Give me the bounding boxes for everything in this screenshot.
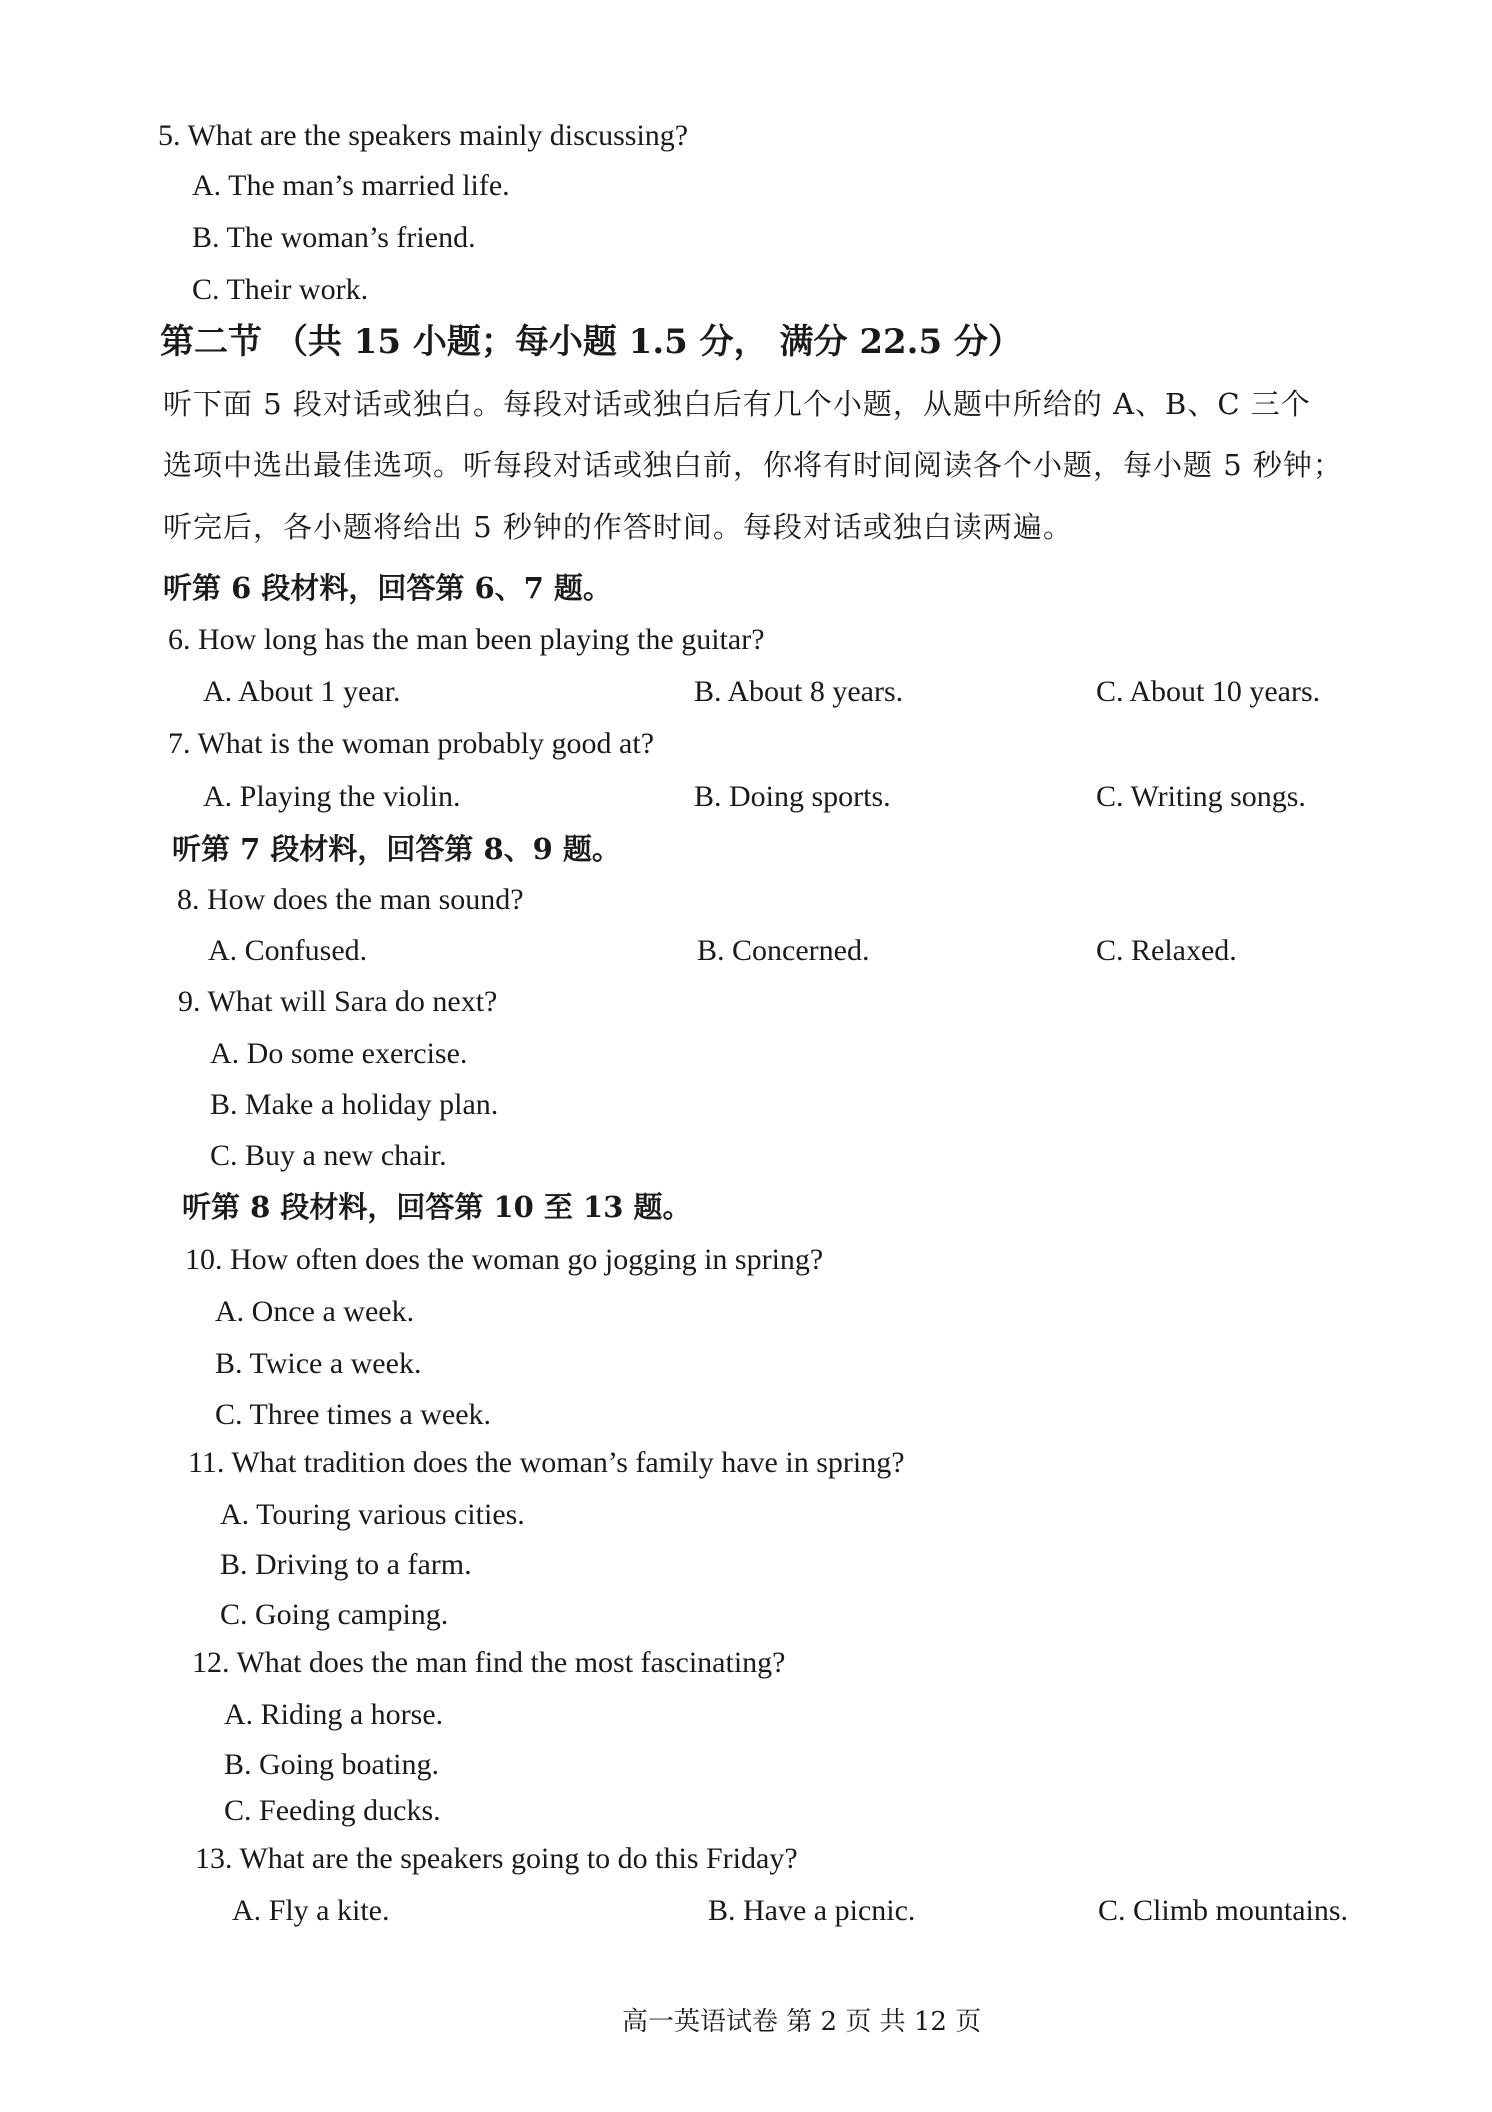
q6-option-a: A. About 1 year. (203, 675, 401, 708)
q9-option-b: B. Make a holiday plan. (210, 1088, 499, 1121)
q6-option-b: B. About 8 years. (694, 675, 904, 708)
question-11: 11. What tradition does the woman’s family have in spring? (188, 1446, 905, 1479)
q8-option-b: B. Concerned. (697, 934, 870, 967)
q10-option-b: B. Twice a week. (215, 1347, 422, 1380)
question-12: 12. What does the man find the most fascinating? (192, 1646, 786, 1679)
q7-option-c: C. Writing songs. (1096, 780, 1306, 813)
material-8-heading: 听第 8 段材料，回答第 10 至 13 题。 (182, 1190, 692, 1224)
instructions-line-1: 听下面 5 段对话或独白。每段对话或独白后有几个小题，从题中所给的 A、B、C 三个 (163, 387, 1311, 421)
q5-option-a: A. The man’s married life. (192, 169, 510, 202)
question-7: 7. What is the woman probably good at? (168, 727, 655, 760)
q11-option-b: B. Driving to a farm. (220, 1548, 472, 1581)
section-heading: 第二节 （共 15 小题；每小题 1.5 分， 满分 22.5 分） (160, 322, 1022, 362)
q10-option-a: A. Once a week. (215, 1295, 415, 1328)
q10-option-c: C. Three times a week. (215, 1398, 492, 1431)
q7-option-a: A. Playing the violin. (203, 780, 461, 813)
q12-option-c: C. Feeding ducks. (224, 1794, 441, 1827)
q7-option-b: B. Doing sports. (694, 780, 891, 813)
q5-option-c: C. Their work. (192, 273, 369, 306)
question-9: 9. What will Sara do next? (178, 985, 498, 1018)
page-footer: 高一英语试卷 第 2 页 共 12 页 (622, 2007, 982, 2037)
q11-option-c: C. Going camping. (220, 1598, 449, 1631)
question-13: 13. What are the speakers going to do this Friday? (195, 1842, 798, 1875)
q9-option-a: A. Do some exercise. (210, 1037, 468, 1070)
instructions-line-2: 选项中选出最佳选项。听每段对话或独白前，你将有时间阅读各个小题，每小题 5 秒钟； (163, 448, 1343, 482)
q13-option-c: C. Climb mountains. (1098, 1894, 1349, 1927)
q6-option-c: C. About 10 years. (1096, 675, 1321, 708)
question-8: 8. How does the man sound? (177, 883, 524, 916)
question-10: 10. How often does the woman go jogging in spring? (185, 1243, 824, 1276)
question-5: 5. What are the speakers mainly discussing? (158, 119, 689, 152)
q12-option-b: B. Going boating. (224, 1748, 439, 1781)
q5-option-b: B. The woman’s friend. (192, 221, 476, 254)
instructions-line-3: 听完后，各小题将给出 5 秒钟的作答时间。每段对话或独白读两遍。 (163, 510, 1073, 544)
q9-option-c: C. Buy a new chair. (210, 1139, 447, 1172)
q11-option-a: A. Touring various cities. (220, 1498, 525, 1531)
q13-option-b: B. Have a picnic. (708, 1894, 916, 1927)
q8-option-c: C. Relaxed. (1096, 934, 1237, 967)
material-6-heading: 听第 6 段材料，回答第 6、7 题。 (163, 571, 612, 605)
material-7-heading: 听第 7 段材料，回答第 8、9 题。 (172, 832, 621, 866)
q13-option-a: A. Fly a kite. (232, 1894, 390, 1927)
q12-option-a: A. Riding a horse. (224, 1698, 444, 1731)
question-6: 6. How long has the man been playing the guitar? (168, 623, 765, 656)
q8-option-a: A. Confused. (208, 934, 368, 967)
